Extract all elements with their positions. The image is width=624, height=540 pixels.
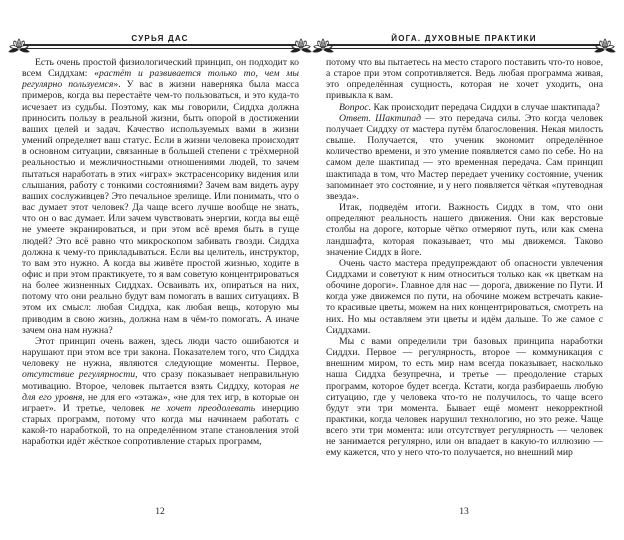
page-header-left [10, 27, 310, 52]
italic-text-run: Ответ. Шактипад [339, 112, 421, 124]
paragraph [326, 113, 603, 202]
text-run: Очень часто мастера предупреждают об опасности увлечения Сиддхами и советуют к ним относиться только как «к цветкам на обочине дороги». Главное для нас — дорога, движение по Пути. И когда уже движемся по пути, на обочине можем встречать какие-то красивые цветы, можем на них концентрироваться, смотреть на них. Но мы оставляем эти цветы и идём дальше. То же самое с Сиддхами. [326, 257, 603, 336]
text-run: , не для его «этажа», «не для тех игр, в которые он играет». И третье, человек [22, 391, 299, 414]
paragraph [326, 57, 603, 102]
text-run: Как происходит передача Сиддхи в случае шактипада? [371, 101, 600, 113]
page-body-right [314, 57, 614, 505]
text-run: , что сразу показывает неправильную мотивацию. Второе, человек пытается взять Сиддху, которая [22, 369, 299, 392]
text-run: Этот принцип очень важен, здесь люди часто ошибаются и нарушают при этом все три закона. Показателем того, что Сиддха человеку не нужна, являются следующие моменты. Первое, [22, 335, 299, 370]
page-number-left: 12 [155, 507, 165, 517]
header-rule [23, 44, 297, 49]
text-run: — это передача силы. Это когда человек получает Сиддху от мастера путём благословения. Некая милость свыше. Получается, что ученик экономит определённое количество времени, и это умение появляется само по себе. Но на самом деле шактипад — это временная передача. Сам принцип шактипада в том, что Мастер передает ученику состояние, ученик запоминает это состояние, и у него появляется чёткая «путеводная звезда». [326, 112, 603, 202]
text-run: Есть очень простой физиологический принцип, он подходит ко всем Сиддхам: « [22, 57, 299, 80]
running-head-book-title: ЙОГА. ДУХОВНЫЕ ПРАКТИКИ [391, 34, 537, 43]
italic-text-run: Вопрос. [339, 101, 372, 113]
italic-text-run: растёт и развивается только то, чем мы регулярно пользуемся [22, 68, 299, 91]
text-run: Итак, подведём итоги. Важность Сиддх в том, что они определяют реальность нашего движения. Они как верстовые столбы на дороге, которые чётко отмеряют путь, или как смена ландшафта, которая показывает, что мы движемся. Таково значение Сиддх в йоге. [326, 202, 603, 258]
paragraph [326, 202, 603, 258]
paragraph [22, 336, 299, 448]
page-header-right [314, 27, 614, 52]
italic-text-run: отсутствие регулярности [22, 369, 136, 381]
lotus-ornament-icon [593, 37, 617, 55]
running-head-author: СУРЬЯ ДАС [131, 34, 189, 43]
paragraph [326, 336, 603, 459]
text-run: потому что вы пытаетесь на место старого поставить что-то новое, а старое при этом сопротивляется. Ведь любая программа живая, это определённая сущность, которая не хочет уходить, она привыкла к вам. [326, 57, 603, 102]
text-run: Мы с вами определили три базовых принципа наработки Сиддхи. Первое — регулярность, второе — коммуникация с внешним миром, то есть мир нам всегда показывает, насколько наша Сиддха безупречна, и третье — преодоление старых программ, которое будет всегда. Кстати, когда разбираешь любую ситуацию, где у человека что-то не получилось, то чаще всего будут эти три момента. Бывает ещё момент некорректной практики, когда человек нарушил технологию, но это реже. Чаще всего эти три момента: или отсутствует регулярность — человек не занимается регулярно, или он впадает в какую-то иллюзию — ему кажется, что у него что-то получается, но внешний мир [326, 335, 603, 459]
italic-text-run: не для его уровня [22, 380, 299, 403]
page-body-left [10, 57, 310, 505]
header-rule [327, 44, 601, 49]
paragraph [22, 57, 299, 336]
page-number-right: 13 [459, 507, 469, 517]
paragraph [326, 102, 603, 113]
text-run: ». У вас в жизни наверняка была масса примеров, когда вы перестаёте чем-то пользоваться, и это куда-то исчезает из судьбы. Поэтому, как мы говорили, Сиддха должна приносить пользу в реальной жизни, быть опорой в достижении ваших целей и задач. Качество используемых вами в жизни умений определяет ваш статус. Если в жизни человека происходят в основном ситуации, связанные в большей степени с трёхмерной реальностью и межличностными отношениями людей, то зачем пытаться наработать в этих «играх» экстрасенсорику видения или слышания, работу с тонкими состояниями? Зачем вам видеть ауру ваших сослуживцев? Это печальное зрелище. Или понимать, что о вас думает этот человек? Да чаще всего лучше вообще не знать, что он о вас думает. Или зачем чувствовать энергии, когда вы ещё не умеете экранироваться, и при этом всё время быть в гуще людей? Это всё равно что микроскопом забивать гвозди. Сиддха должна к чему-то прикладываться. Если вы целитель, инструктор, то вам это нужно. А когда вы живёте простой жизнью, ходите в офис и при этом практикуете, то я вам советую концентрироваться на более жизненных Сиддхах. Осваивать их, опираться на них, потому что они реально будут вам помогать в ваших ситуациях. В этом их смысл: любая Сиддха, как любая вещь, которую мы приводим в свою жизнь, должна нам в чём-то помогать. А иначе зачем она нам нужна? [22, 79, 299, 336]
text-run: инерцию старых программ, потому что когда мы начинаем работать с какой-то наработкой, то на определённом этапе становления этой наработки идёт жёсткое сопротивление старых программ, [22, 402, 299, 448]
page-left [10, 27, 310, 517]
page-right [314, 27, 614, 517]
italic-text-run: не хочет преодолевать [151, 402, 256, 414]
lotus-ornament-icon [289, 37, 313, 55]
paragraph [326, 258, 603, 336]
